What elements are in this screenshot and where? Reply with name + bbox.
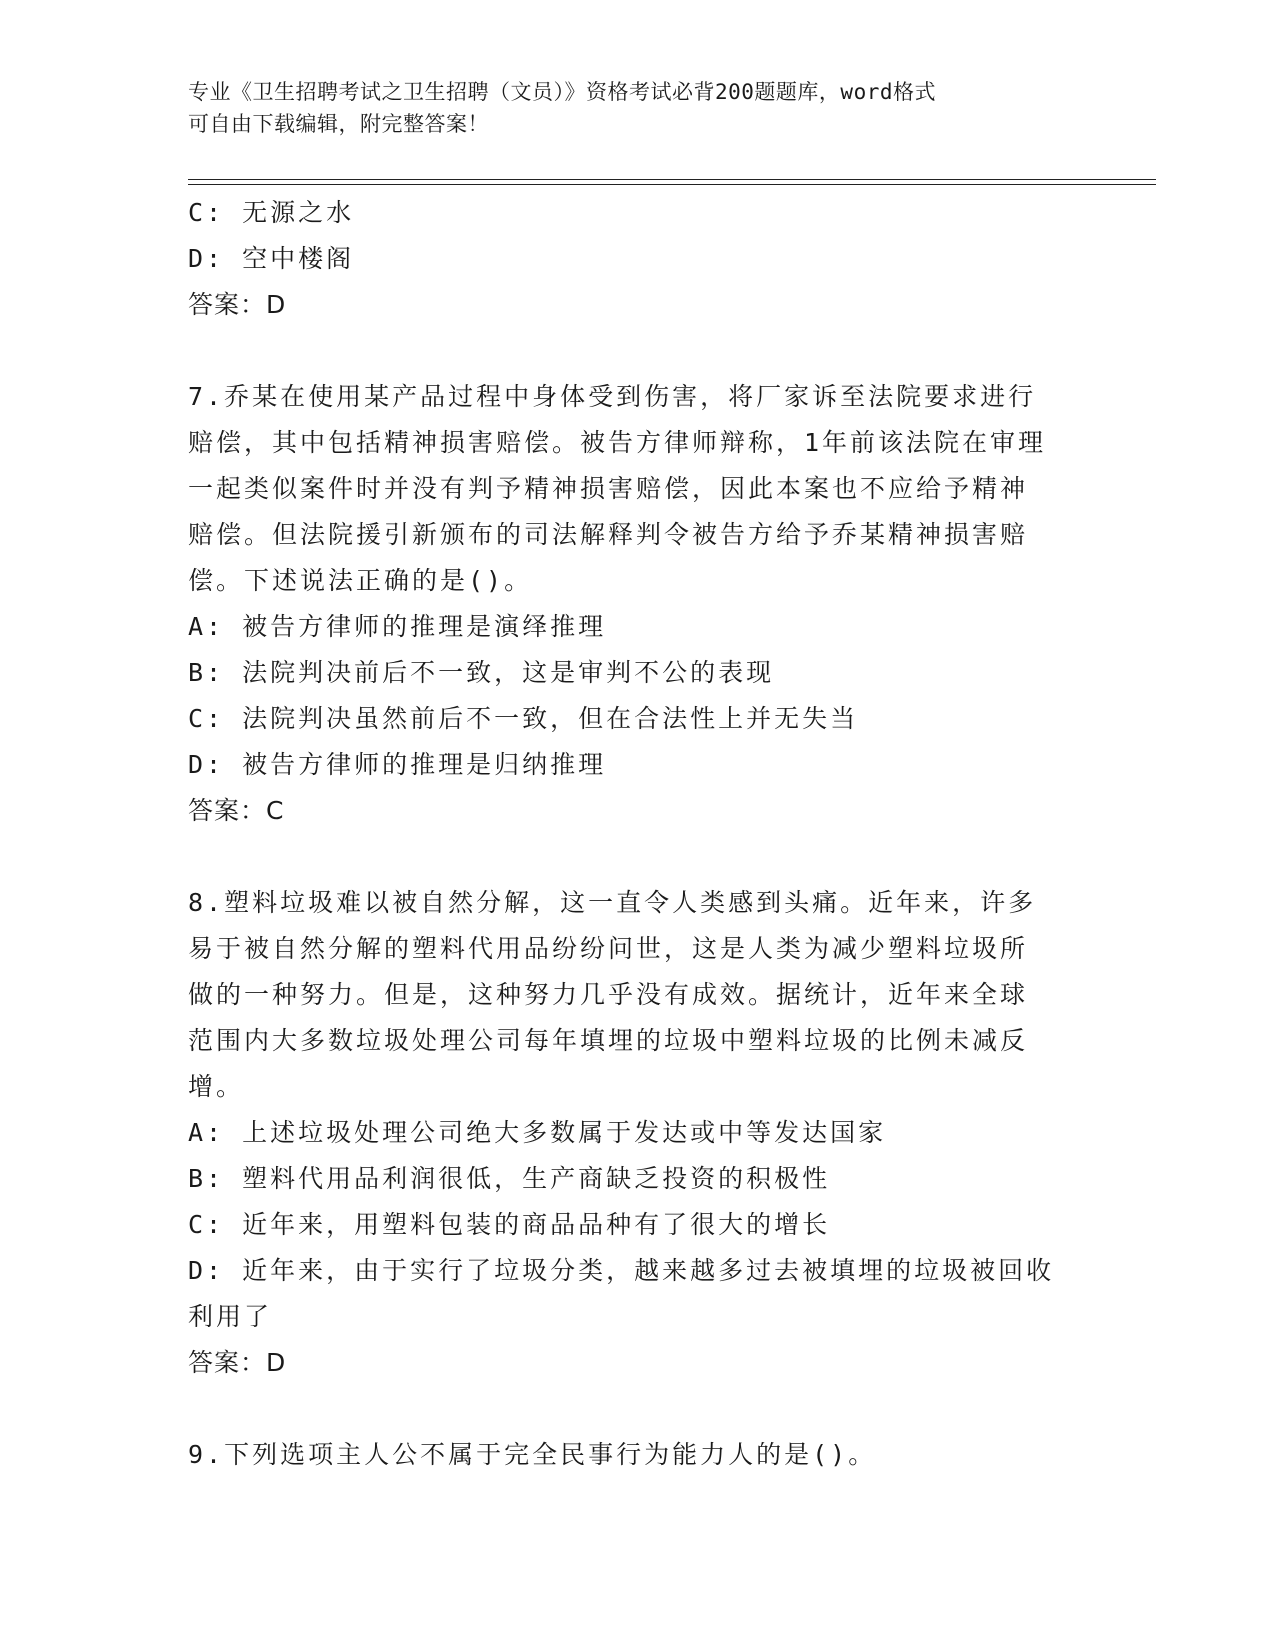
header-title-line-2: 可自由下载编辑，附完整答案！ <box>188 112 489 136</box>
question-7 <box>188 374 1088 834</box>
header-divider-top <box>188 179 1156 180</box>
question-7-option-c: C: 法院判决虽然前后不一致，但在合法性上并无失当 <box>188 704 859 733</box>
question-7-text-line: 偿。下述说法正确的是()。 <box>188 566 533 595</box>
question-8-text-line: 增。 <box>188 1072 245 1101</box>
question-7-text-line: 一起类似案件时并没有判予精神损害赔偿，因此本案也不应给予精神 <box>188 474 1029 503</box>
spacer <box>188 1386 1088 1432</box>
prev-option-c: C: 无源之水 <box>188 198 355 227</box>
header-divider-bottom <box>188 184 1156 185</box>
question-9 <box>188 1432 1088 1478</box>
question-7-text-line: 赔偿。但法院援引新颁布的司法解释判令被告方给予乔某精神损害赔 <box>188 520 1029 549</box>
question-8 <box>188 880 1088 1386</box>
question-8-option-a: A: 上述垃圾处理公司绝大多数属于发达或中等发达国家 <box>188 1118 887 1147</box>
question-7-option-d: D: 被告方律师的推理是归纳推理 <box>188 750 607 779</box>
question-8-text-line: 8.塑料垃圾难以被自然分解，这一直令人类感到头痛。近年来，许多 <box>188 888 1037 917</box>
spacer <box>188 328 1088 374</box>
question-7-text-line: 赔偿，其中包括精神损害赔偿。被告方律师辩称，1年前该法院在审理 <box>188 428 1047 457</box>
question-8-option-c: C: 近年来，用塑料包装的商品品种有了很大的增长 <box>188 1210 831 1239</box>
question-8-option-b: B: 塑料代用品利润很低，生产商缺乏投资的积极性 <box>188 1164 831 1193</box>
question-9-text-line: 9.下列选项主人公不属于完全民事行为能力人的是()。 <box>188 1440 877 1469</box>
question-8-option-d-continued: 利用了 <box>188 1302 273 1331</box>
question-8-text-line: 易于被自然分解的塑料代用品纷纷问世，这是人类为减少塑料垃圾所 <box>188 934 1029 963</box>
prev-option-d: D: 空中楼阁 <box>188 244 355 273</box>
question-7-answer: 答案：C <box>188 796 285 825</box>
header-title-line-1: 专业《卫生招聘考试之卫生招聘（文员）》资格考试必背200题题库，word格式 <box>188 80 936 104</box>
question-7-option-b: B: 法院判决前后不一致，这是审判不公的表现 <box>188 658 775 687</box>
document-header <box>188 76 1088 140</box>
question-8-answer: 答案：D <box>188 1348 287 1377</box>
question-7-option-a: A: 被告方律师的推理是演绎推理 <box>188 612 607 641</box>
question-8-option-d: D: 近年来，由于实行了垃圾分类，越来越多过去被填埋的垃圾被回收 <box>188 1256 1055 1285</box>
prev-answer: 答案：D <box>188 290 287 319</box>
question-content <box>188 190 1088 1478</box>
spacer <box>188 834 1088 880</box>
question-7-text-line: 7.乔某在使用某产品过程中身体受到伤害，将厂家诉至法院要求进行 <box>188 382 1037 411</box>
question-8-text-line: 范围内大多数垃圾处理公司每年填埋的垃圾中塑料垃圾的比例未减反 <box>188 1026 1029 1055</box>
question-8-text-line: 做的一种努力。但是，这种努力几乎没有成效。据统计，近年来全球 <box>188 980 1029 1009</box>
